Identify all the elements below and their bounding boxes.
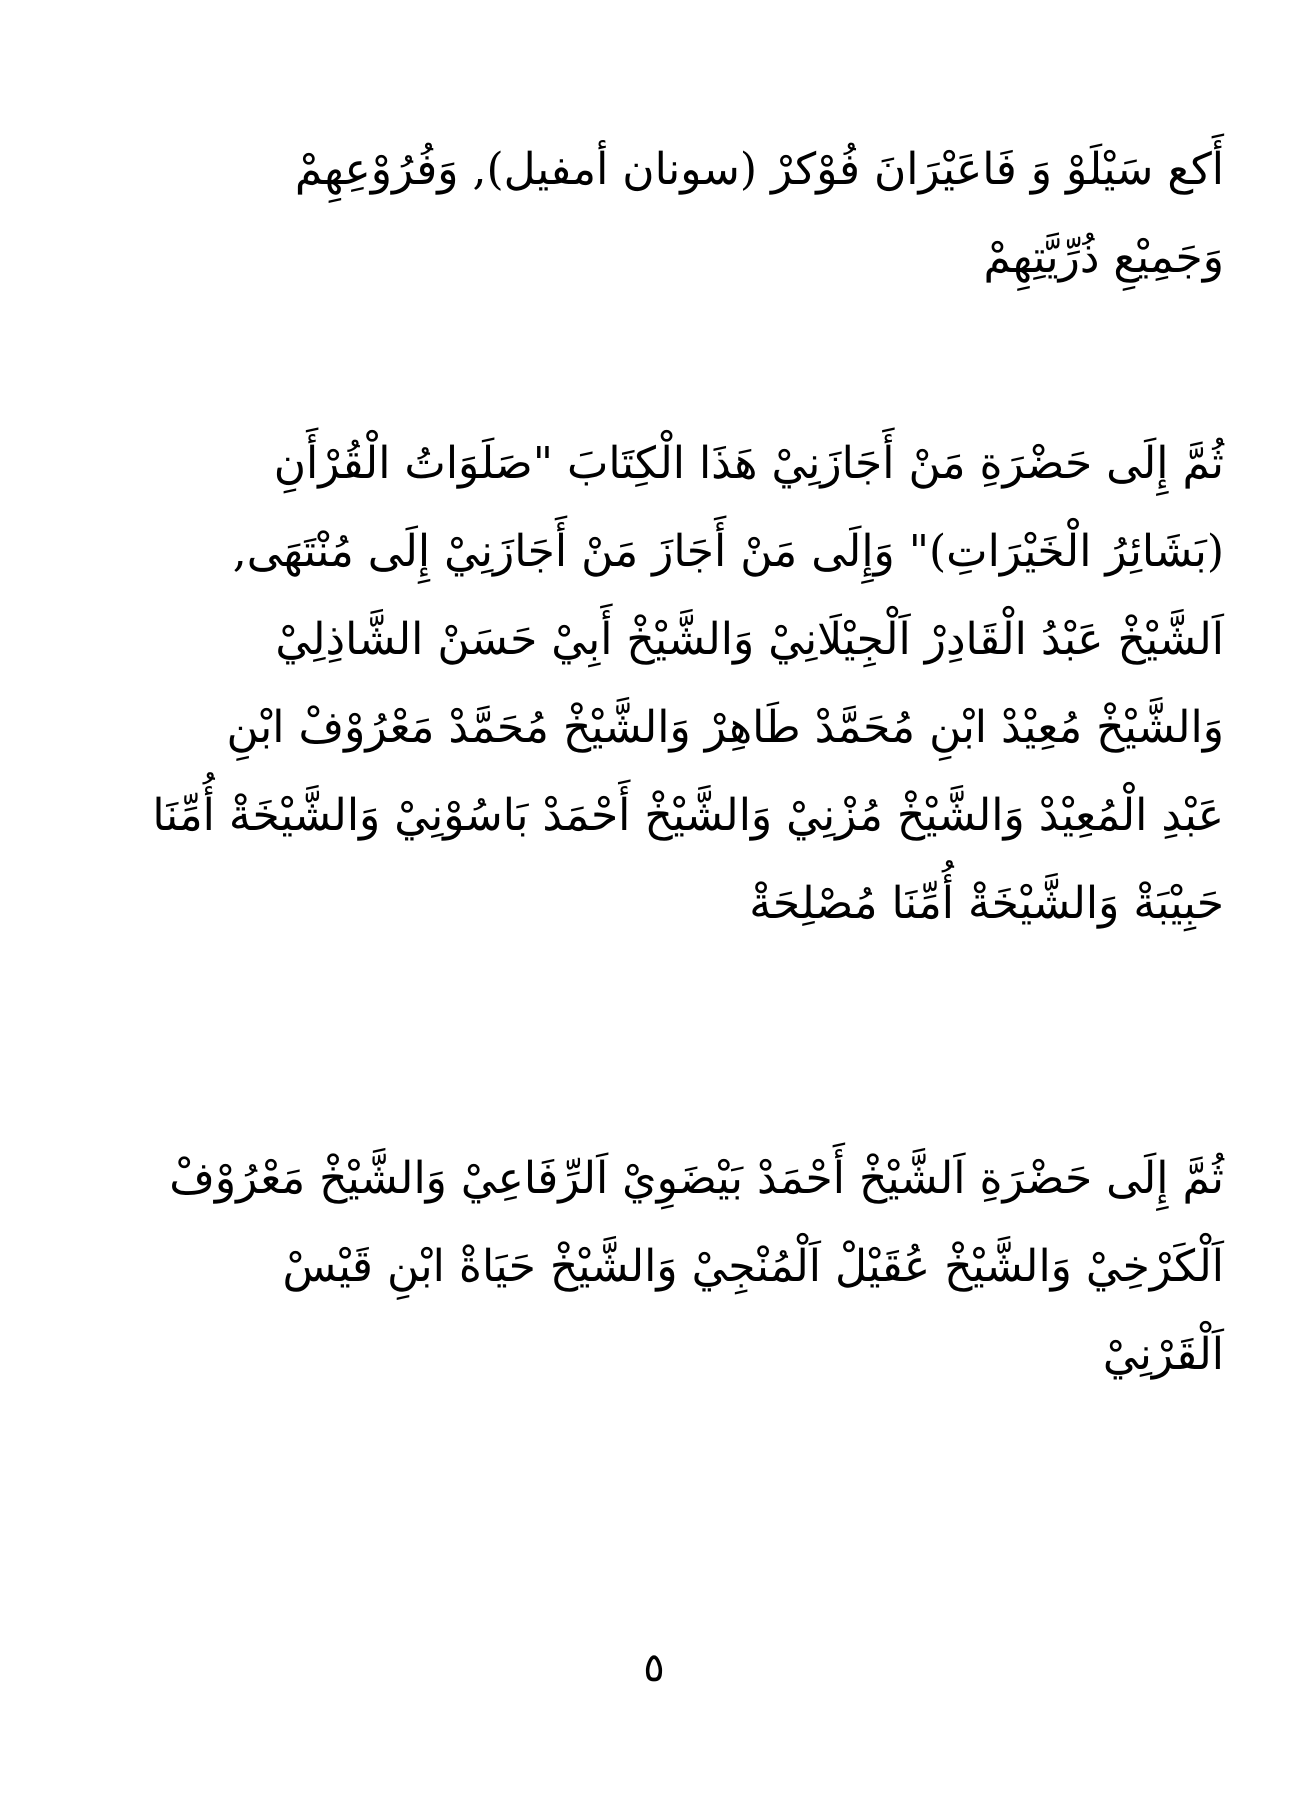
text-line: ثُمَّ إِلَى حَضْرَةِ اَلشَّيْخْ أَحْمَدْ بَيْضَوِيْ اَلرِّفَاعِيْ وَالشَّيْخْ مَعْرُوْفْ [169,1153,1224,1204]
text-line: ثُمَّ إِلَى حَضْرَةِ مَنْ أَجَازَنِيْ هَذَا الْكِتَابَ "صَلَوَاتُ الْقُرْأَنِ [273,438,1224,489]
text-line: عَبْدِ الْمُعِيْدْ وَالشَّيْخْ مُزْنِيْ وَالشَّيْخْ أَحْمَدْ بَاسُوْنِيْ وَالشَّيْخَةْ أُمِّنَا [152,790,1224,841]
text-line: اَلْقَرْنِيْ [1102,1329,1224,1380]
paragraph-lineage-1 [92,126,1224,302]
text-line: (بَشَائِرُ الْخَيْرَاتِ)" وَإِلَى مَنْ أَجَازَ مَنْ أَجَازَنِيْ إِلَى مُنْتَهَى, [232,526,1224,577]
text-line: وَجَمِيْعِ ذُرِّيَّتِهِمْ [983,232,1224,283]
paragraph-lineage-2 [92,420,1224,948]
text-line: حَبِيْبَةْ وَالشَّيْخَةْ أُمِّنَا مُصْلِحَةْ [749,878,1224,929]
text-line: وَالشَّيْخْ مُعِيْدْ ابْنِ مُحَمَّدْ طَاهِرْ وَالشَّيْخْ مُحَمَّدْ مَعْرُوْفْ ابْنِ [226,702,1224,753]
paragraph-lineage-3 [110,1135,1224,1399]
page-number: ٥ [643,1645,665,1691]
text-line: اَلْكَرْخِيْ وَالشَّيْخْ عُقَيْلْ اَلْمُنْجِيْ وَالشَّيْخْ حَيَاةْ ابْنِ قَيْسْ [282,1241,1224,1292]
text-line: اَلشَّيْخْ عَبْدُ الْقَادِرْ اَلْجِيْلَانِيْ وَالشَّيْخْ أَبِيْ حَسَنْ الشَّاذِلِيْ [275,614,1224,665]
text-line: أَكع سَيْلَوْ وَ فَاعَيْرَانَ فُوْكرْ (سونان أمفيل), وَفُرُوْعِهِمْ [294,144,1224,195]
